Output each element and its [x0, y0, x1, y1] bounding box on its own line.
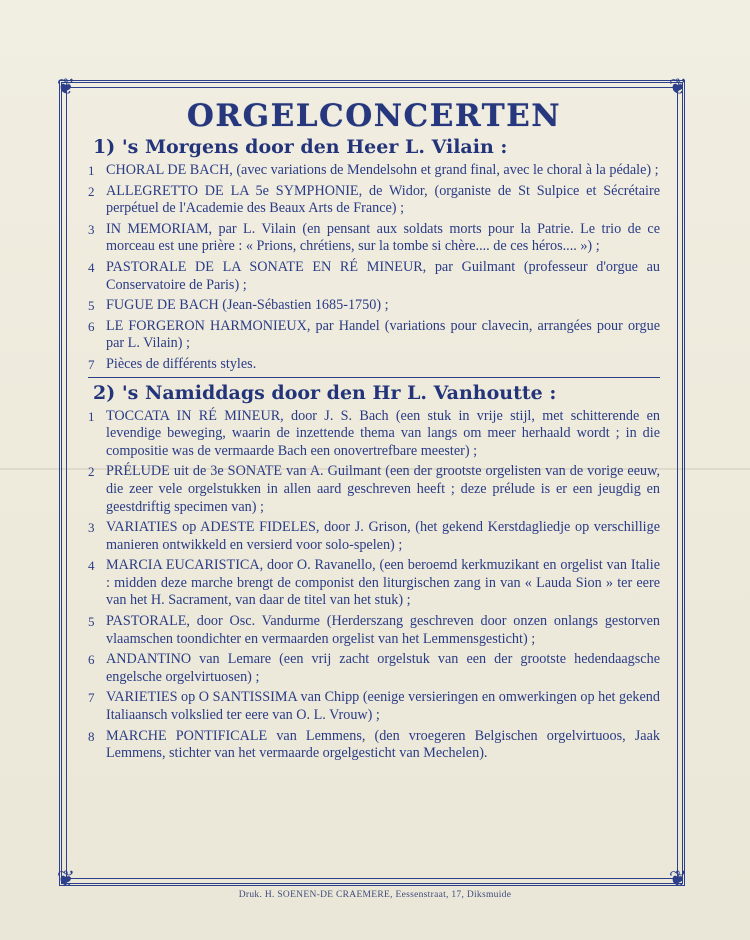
item-number: 5: [88, 614, 95, 630]
corner-ornament-icon: ❦: [668, 866, 688, 891]
item-text: MARCHE PONTIFICALE van Lemmens, (den vroegeren Belgischen orgelvirtuoos, Jaak Lemmens, stichter van het vermaarde orgelgesticht van Mechelen).: [106, 727, 660, 762]
program-item: [88, 408, 660, 461]
item-text: ANDANTINO van Lemare (een vrij zacht orgelstuk van een der grootste hedendaagsche engelsche orgelvirtuosen) ;: [106, 651, 660, 685]
item-text: ALLEGRETTO DE LA 5e SYMPHONIE, de Widor, (organiste de St Sulpice et Sécrétaire perpétuel de l'Academie des Beaux Arts de France) ;: [106, 182, 660, 217]
page-title: ORGELCONCERTEN: [186, 98, 562, 134]
item-text: VARIATIES op ADESTE FIDELES, door J. Grison, (het gekend Kerstdagliedje op verschillige manieren ontwikkeld en versierd voor solo-spelen) ;: [106, 519, 660, 553]
corner-ornament-icon: ❦: [56, 866, 76, 891]
item-text: MARCIA EUCARISTICA, door O. Ravanello, (een beroemd kerkmuzikant en orgelist van Italie : midden deze marche brengt de componist den liturgischen zang in van « Lauda Sion » ter eere van het H. Sacrament, van daar de titel van het stuk) ;: [106, 557, 660, 609]
item-text: CHORAL DE BACH, (avec variations de Mendelsohn et grand final, avec le choral à la pédale) ;: [106, 162, 659, 178]
program-item: [88, 356, 660, 374]
program-item: [88, 689, 660, 724]
item-text: FUGUE DE BACH (Jean-Sébastien 1685-1750) ;: [106, 297, 389, 314]
item-number: 4: [88, 259, 95, 275]
program-content: [88, 92, 660, 766]
item-number: 2: [88, 183, 95, 199]
corner-ornament-icon: ❦: [56, 74, 76, 99]
section-heading-afternoon: 2) 's Namiddags door den Hr L. Vanhoutte :: [93, 381, 557, 404]
item-text: LE FORGERON HARMONIEUX, par Handel (variations pour clavecin, arrangées pour orgue par L. Vilain) ;: [106, 317, 660, 352]
item-number: 7: [88, 356, 95, 372]
item-text: VARIETIES op O SANTISSIMA van Chipp (eenige versieringen en omwerkingen op het gekend Italiaansch volkslied ter eere van O. L. Vrouw) ;: [106, 689, 660, 724]
program-item: [88, 259, 660, 294]
item-number: 6: [88, 652, 95, 668]
item-number: 1: [88, 163, 95, 178]
section-heading-morning: 1) 's Morgens door den Heer L. Vilain :: [93, 136, 508, 158]
program-item: [88, 221, 660, 256]
program-item: [88, 651, 660, 686]
item-number: 3: [88, 520, 95, 536]
program-list-afternoon: [88, 408, 660, 763]
item-text: TOCCATA IN RÉ MINEUR, door J. S. Bach (een stuk in vrije stijl, met schitterende en levendige beweging, waarin de inzettende thema van langs om meer herhaald wordt ; in die compositie was de vermaarde Bach een onovertrefbare meester) ;: [106, 407, 660, 459]
item-text: PASTORALE, door Osc. Vandurme (Herderszang geschreven door onzen onlangs gestorven vlaamschen toondichter en vermaarden orgelist van het Lemmensgesticht) ;: [106, 613, 660, 647]
corner-ornament-icon: ❦: [668, 74, 688, 99]
item-number: 4: [88, 558, 95, 574]
program-item: [88, 297, 660, 315]
item-number: 7: [88, 690, 95, 706]
item-text: IN MEMORIAM, par L. Vilain (en pensant aux soldats morts pour la Patrie. Le trio de ce morceau est une prière : « Prions, chrétiens, sur la tombe si chère.... de ces héros.... ») ;: [106, 220, 660, 255]
program-item: [88, 519, 660, 554]
item-text: PASTORALE DE LA SONATE EN RÉ MINEUR, par Guilmant (professeur d'orgue au Conservatoire de Paris) ;: [106, 258, 660, 293]
printer-footer: Druk. H. SOENEN-DE CRAEMERE, Eessenstraat, 17, Diksmuide: [238, 890, 512, 900]
section-divider: [88, 377, 660, 378]
program-item: [88, 728, 660, 763]
item-text: Pièces de différents styles.: [106, 355, 257, 372]
item-number: 1: [88, 408, 95, 424]
program-item: [88, 318, 660, 353]
program-item: [88, 183, 660, 218]
program-item: [88, 557, 660, 610]
item-number: 2: [88, 464, 95, 480]
program-item: [88, 613, 660, 648]
item-text: PRÉLUDE uit de 3e SONATE van A. Guilmant (een der grootste orgelisten van de vorige eeuw, die zeer vele orgelstukken in allen aard geschreven heeft ; deze prélude is er een jeugdig en geestdriftig specimen van) ;: [106, 463, 660, 515]
program-item: [88, 463, 660, 516]
program-list-morning: [88, 162, 660, 374]
program-item: [88, 162, 660, 180]
item-number: 6: [88, 318, 95, 334]
item-number: 5: [88, 298, 95, 314]
item-number: 3: [88, 221, 95, 237]
item-number: 8: [88, 728, 95, 744]
